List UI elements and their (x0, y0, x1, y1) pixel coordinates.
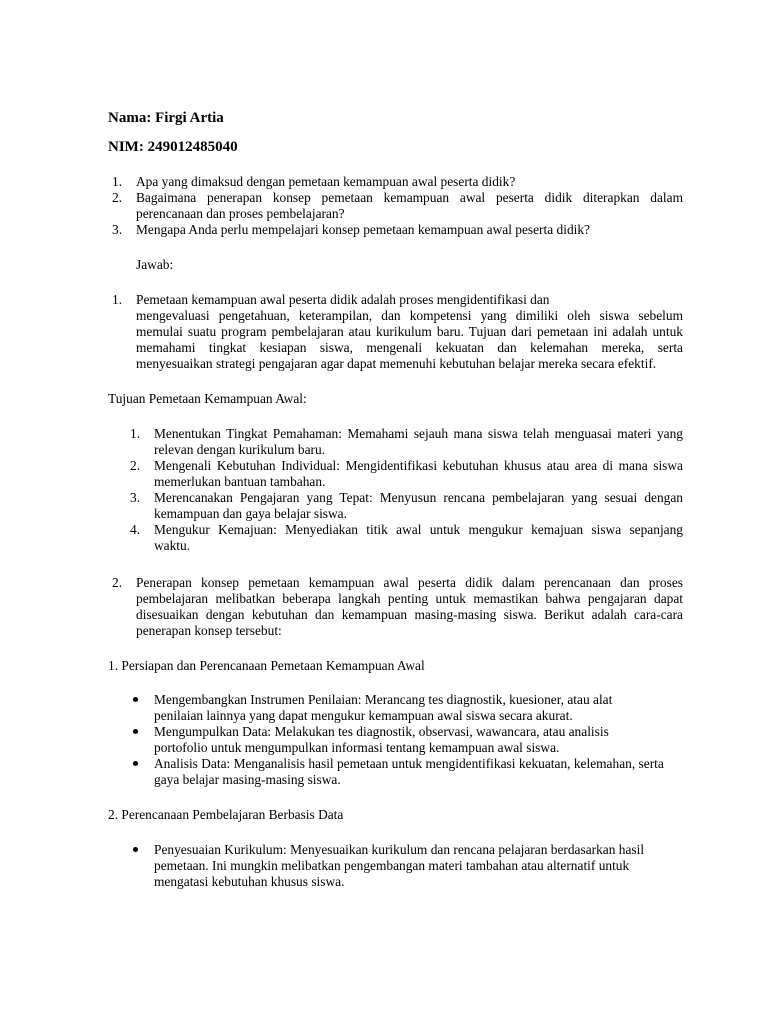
tujuan-heading: Tujuan Pemetaan Kemampuan Awal: (108, 391, 307, 406)
answer-text: memulai suatu program pembelajaran atau kurikulum baru. Tujuan dari pemetaan ini adalah untuk (136, 324, 683, 339)
answer-text: penerapan konsep tersebut: (136, 623, 282, 638)
section-heading: 1. Persiapan dan Perencanaan Pemetaan Kemampuan Awal (108, 658, 425, 673)
answer-text: pembelajaran melibatkan beberapa langkah penting untuk memastikan bahwa pengajaran dapat (136, 591, 683, 606)
question-number: 2. (112, 190, 123, 205)
answer-text: Pemetaan kemampuan awal peserta didik adalah proses mengidentifikasi dan (136, 292, 550, 307)
tujuan-number: 3. (130, 490, 141, 505)
question-number: 1. (112, 174, 123, 189)
tujuan-text: Mengukur Kemajuan: Menyediakan titik awal untuk mengukur kemajuan siswa sepanjang (154, 522, 683, 537)
tujuan-text: Merencanakan Pengajaran yang Tepat: Menyusun rencana pembelajaran yang sesuai dengan (154, 490, 683, 505)
bullet-text: Mengumpulkan Data: Melakukan tes diagnostik, observasi, wawancara, atau analisis (154, 724, 609, 739)
bullet-icon (133, 729, 138, 734)
answer-number: 1. (112, 292, 123, 307)
answer-text: memahami tingkat kesiapan siswa, mengenali kekuatan dan kelemahan mereka, serta (136, 340, 683, 355)
tujuan-number: 1. (130, 426, 141, 441)
bullet-icon (133, 761, 138, 766)
question-number: 3. (112, 222, 123, 237)
tujuan-text: memerlukan bantuan tambahan. (154, 474, 326, 489)
bullet-text: mengatasi kebutuhan khusus siswa. (154, 874, 345, 889)
tujuan-text: Menentukan Tingkat Pemahaman: Memahami sejauh mana siswa telah menguasai materi yang (154, 426, 683, 441)
student-nim: NIM: 249012485040 (108, 139, 238, 155)
tujuan-text: kemampuan dan gaya belajar siswa. (154, 506, 347, 521)
tujuan-text: waktu. (154, 538, 191, 553)
tujuan-number: 2. (130, 458, 141, 473)
bullet-text: Mengembangkan Instrumen Penilaian: Merancang tes diagnostik, kuesioner, atau alat (154, 692, 613, 707)
bullet-text: gaya belajar masing-masing siswa. (154, 772, 341, 787)
tujuan-text: Mengenali Kebutuhan Individual: Mengidentifikasi kebutuhan khusus atau area di mana siswa (154, 458, 683, 473)
answer-text: Penerapan konsep pemetaan kemampuan awal peserta didik dalam perencanaan dan proses (136, 575, 683, 590)
answer-text: mengevaluasi pengetahuan, keterampilan, dan kompetensi yang dimiliki oleh siswa sebelum (136, 308, 683, 323)
student-name: Nama: Firgi Artia (108, 110, 224, 126)
bullet-icon (133, 847, 138, 852)
question-text: Bagaimana penerapan konsep pemetaan kemampuan awal peserta didik diterapkan dalam (136, 190, 683, 205)
answer-number: 2. (112, 575, 123, 590)
bullet-text: Penyesuaian Kurikulum: Menyesuaikan kurikulum dan rencana pelajaran berdasarkan hasil (154, 842, 645, 857)
answer-text: menyesuaikan strategi pengajaran agar dapat memenuhi kebutuhan belajar mereka secara efektif. (136, 356, 657, 371)
bullet-text: portofolio untuk mengumpulkan informasi tentang kemampuan awal siswa. (154, 740, 560, 755)
bullet-text: penilaian lainnya yang dapat mengukur kemampuan awal siswa secara akurat. (154, 708, 573, 723)
question-text: Mengapa Anda perlu mempelajari konsep pemetaan kemampuan awal peserta didik? (136, 222, 590, 237)
bullet-icon (133, 697, 138, 702)
tujuan-number: 4. (130, 522, 141, 537)
tujuan-text: relevan dengan kurikulum baru. (154, 442, 326, 457)
section-heading: 2. Perencanaan Pembelajaran Berbasis Data (108, 807, 344, 822)
bullet-text: Analisis Data: Menganalisis hasil pemetaan untuk mengidentifikasi kekuatan, kelemahan, serta (154, 756, 664, 771)
bullet-text: pemetaan. Ini mungkin melibatkan pengembangan materi tambahan atau alternatif untuk (154, 858, 630, 873)
question-text: Apa yang dimaksud dengan pemetaan kemampuan awal peserta didik? (136, 174, 516, 189)
answer-text: disesuaikan dengan kebutuhan dan kemampuan masing-masing siswa. Berikut adalah cara-cara (136, 607, 683, 622)
question-text: perencanaan dan proses pembelajaran? (136, 206, 345, 221)
jawab-label: Jawab: (136, 257, 174, 272)
